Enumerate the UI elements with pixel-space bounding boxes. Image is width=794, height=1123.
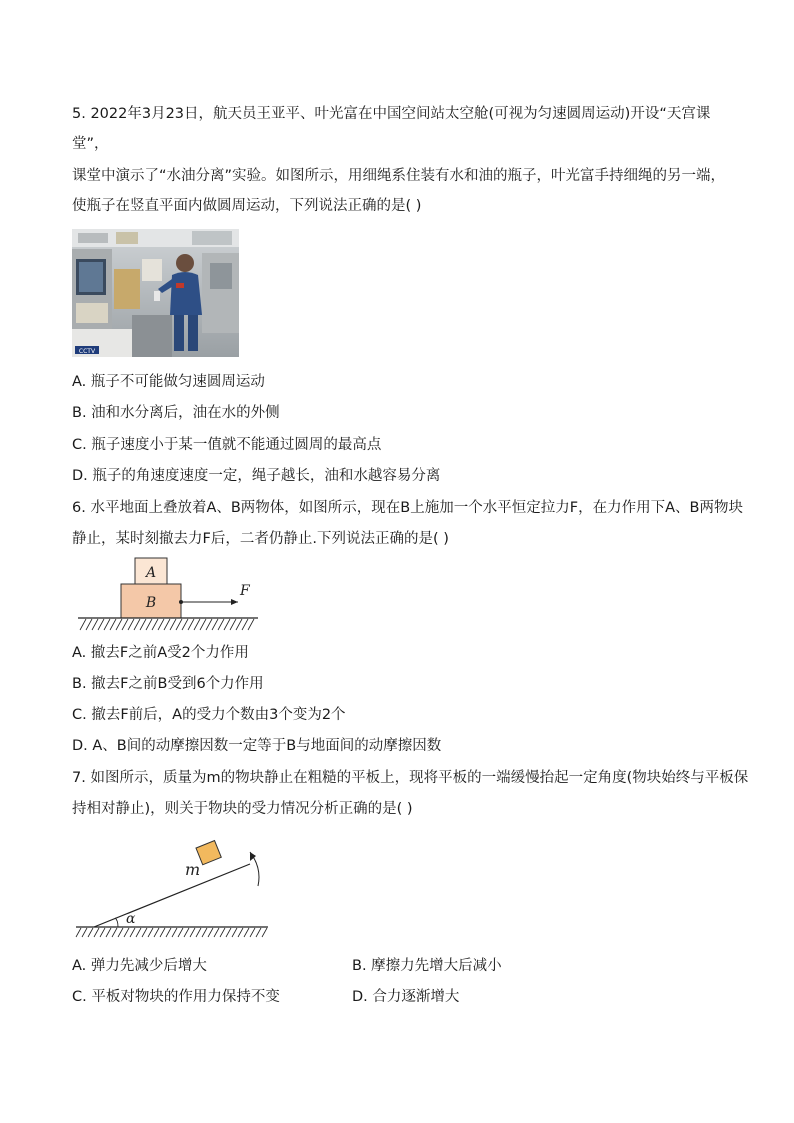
q7-stem-line1: 7. 如图所示，质量为m的物块静止在粗糙的平板上，现将平板的一端缓慢抬起一定角度(物块始终与平板保 <box>72 770 749 786</box>
q6-option-c[interactable]: C. 撤去F前后，A的受力个数由3个变为2个 <box>72 707 346 723</box>
q5-option-c[interactable]: C. 瓶子速度小于某一值就不能通过圆周的最高点 <box>72 437 382 453</box>
plank-line <box>94 864 250 927</box>
q5-option-d[interactable]: D. 瓶子的角速度速度一定，绳子越长，油和水越容易分离 <box>72 468 441 484</box>
stacked-blocks-figure <box>72 556 262 636</box>
q6-option-b[interactable]: B. 撤去F之前B受到6个力作用 <box>72 676 264 692</box>
q5-stem-line3: 课堂中演示了“水油分离”实验。如图所示，用细绳系住装有水和油的瓶子，叶光富手持细绳的另一端， <box>72 168 726 184</box>
q7-option-b[interactable]: B. 摩擦力先增大后减小 <box>352 958 502 974</box>
q6-stem-line2: 静止，某时刻撤去力F后，二者仍静止.下列说法正确的是( ) <box>72 531 449 547</box>
q5-option-a[interactable]: A. 瓶子不可能做匀速圆周运动 <box>72 374 265 390</box>
q5-option-b[interactable]: B. 油和水分离后，油在水的外侧 <box>72 405 280 421</box>
force-label: F <box>240 583 250 599</box>
block-a-label: A <box>145 565 157 581</box>
space-station-photo <box>72 229 239 357</box>
q7-option-c[interactable]: C. 平板对物块的作用力保持不变 <box>72 989 280 1005</box>
q5-stem-line4: 使瓶子在竖直平面内做圆周运动，下列说法正确的是( ) <box>72 198 422 214</box>
angle-arc <box>115 918 118 927</box>
q6-option-a[interactable]: A. 撤去F之前A受2个力作用 <box>72 645 249 661</box>
force-arrow <box>231 599 238 605</box>
q5-stem-line2: 堂”， <box>72 136 109 152</box>
q7-stem-line2: 持相对静止)，则关于物块的受力情况分析正确的是( ) <box>72 801 413 817</box>
inclined-plank-figure <box>72 834 272 942</box>
q7-option-d[interactable]: D. 合力逐渐增大 <box>352 989 460 1005</box>
angle-label: α <box>126 911 136 927</box>
q6-option-d[interactable]: D. A、B间的动摩擦因数一定等于B与地面间的动摩擦因数 <box>72 738 442 754</box>
photo-caption: CCTV <box>78 348 96 355</box>
q6-stem-line1: 6. 水平地面上叠放着A、B两物体，如图所示，现在B上施加一个水平恒定拉力F，在力作用下A、B两物块 <box>72 500 743 516</box>
block-b-label: B <box>145 595 157 611</box>
q7-option-a[interactable]: A. 弹力先减少后增大 <box>72 958 207 974</box>
q5-stem-line1: 5. 2022年3月23日，航天员王亚平、叶光富在中国空间站太空舱(可视为匀速圆周运动)开设“天宫课 <box>72 106 711 122</box>
mass-label: m <box>185 860 201 879</box>
